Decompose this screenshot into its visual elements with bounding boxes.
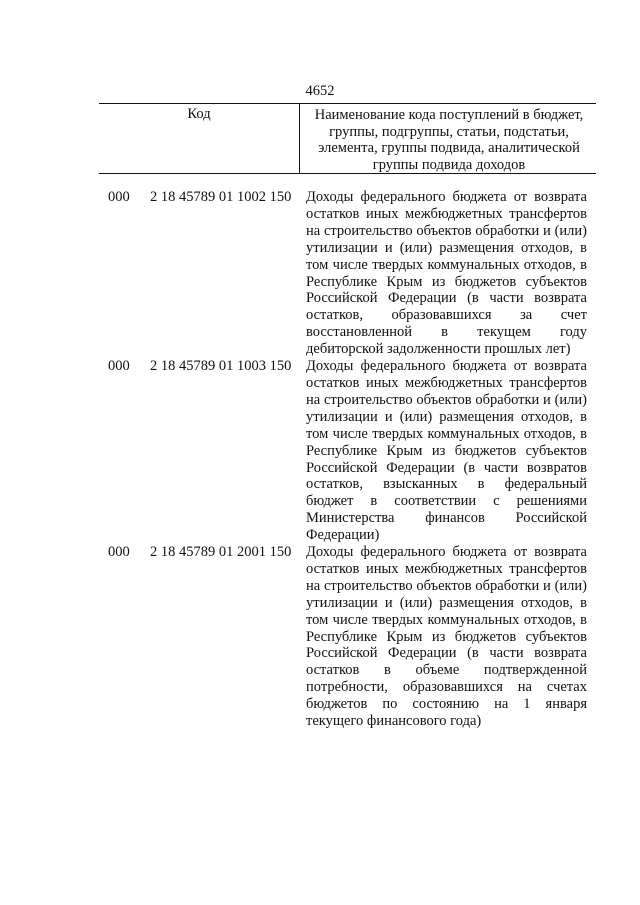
- row-admin-code: 000: [108, 189, 130, 205]
- table-row: [0, 358, 640, 544]
- row-description: Доходы федерального бюджета от возврата остатков иных межбюджетных трансфертов на строительство объектов обработки и (или) утилизации и (или) размещения отходов, в том числе твердых коммунальных отходов, в Республике Крым из бюджетов субъектов Российской Федерации (в части возврата остатков, образовавшихся за счет восстановленной в текущем году дебиторской задолженности прошлых лет): [306, 189, 587, 358]
- row-income-code: 2 18 45789 01 1002 150: [150, 189, 292, 205]
- row-income-code: 2 18 45789 01 1003 150: [150, 358, 292, 375]
- row-income-code: 2 18 45789 01 2001 150: [150, 544, 292, 561]
- row-description: Доходы федерального бюджета от возврата остатков иных межбюджетных трансфертов на строительство объектов обработки и (или) утилизации и (или) размещения отходов, в том числе твердых коммунальных отходов, в Республике Крым из бюджетов субъектов Российской Федерации (в части возврата остатков в объеме подтвержденной потребности, образовавшихся на счетах бюджетов по состоянию на 1 января текущего финансового года): [306, 544, 587, 730]
- header-name-column: Наименование кода поступлений в бюджет, группы, подгруппы, статьи, подстатьи, элемента, группы подвида, аналитической группы подвида доходов: [314, 107, 584, 173]
- row-description: Доходы федерального бюджета от возврата остатков иных межбюджетных трансфертов на строительство объектов обработки и (или) утилизации и (или) размещения отходов, в том числе твердых коммунальных отходов, в Республике Крым из бюджетов субъектов Российской Федерации (в части возвратов остатков, взысканных в федеральный бюджет в соответствии с решениями Министерства финансов Российской Федерации): [306, 358, 587, 544]
- table-header: [99, 103, 596, 174]
- header-code-column: Код: [99, 104, 300, 173]
- table-row: [0, 189, 640, 358]
- row-admin-code: 000: [108, 544, 130, 561]
- table-row: [0, 544, 640, 730]
- page-number: 4652: [305, 83, 335, 99]
- table-body: [0, 189, 640, 730]
- row-admin-code: 000: [108, 358, 130, 375]
